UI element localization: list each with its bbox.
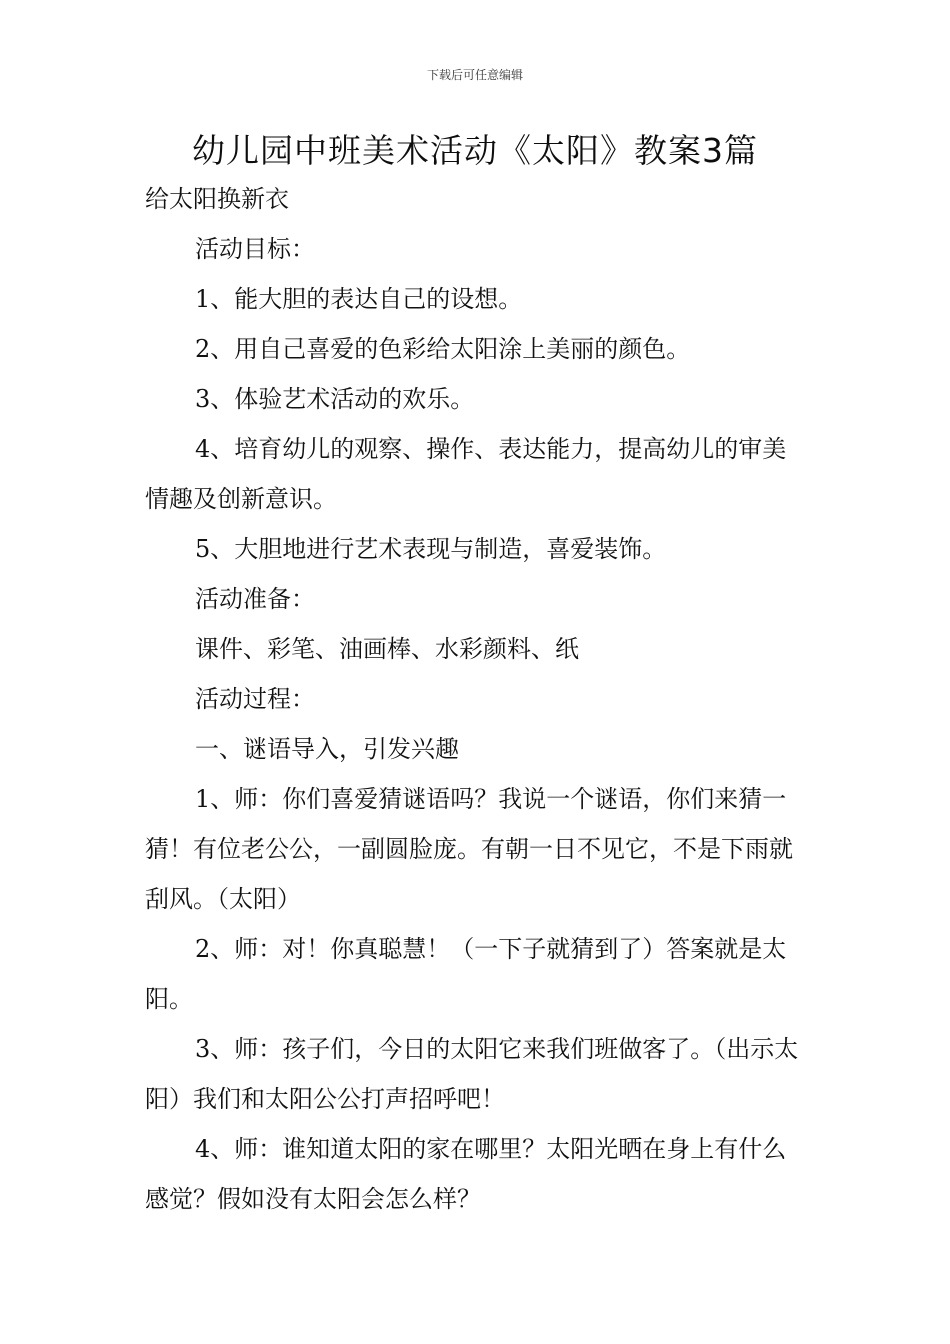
paragraph: 3、师：孩子们，今日的太阳它来我们班做客了。（出示太阳）我们和太阳公公打声招呼吧！ bbox=[145, 1035, 799, 1113]
document-title: 幼儿园中班美术活动《太阳》教案3篇 bbox=[192, 131, 758, 170]
paragraph: 活动准备： bbox=[195, 585, 315, 613]
document-body bbox=[145, 174, 810, 1224]
paragraph: 一、谜语导入，引发兴趣 bbox=[195, 735, 459, 763]
paragraph: 活动过程： bbox=[195, 685, 315, 713]
paragraph: 3、体验艺术活动的欢乐。 bbox=[195, 385, 475, 413]
paragraph: 2、师：对！你真聪慧！（一下子就猜到了）答案就是太阳。 bbox=[145, 935, 787, 1013]
header-note: 下载后可任意编辑 bbox=[426, 68, 523, 82]
paragraph: 给太阳换新衣 bbox=[145, 185, 289, 213]
paragraph: 2、用自己喜爱的色彩给太阳涂上美丽的颜色。 bbox=[195, 335, 691, 363]
paragraph: 课件、彩笔、油画棒、水彩颜料、纸 bbox=[195, 635, 579, 663]
paragraph: 1、师：你们喜爱猜谜语吗？我说一个谜语，你们来猜一猜！有位老公公，一副圆脸庞。有朝一日不见它，不是下雨就刮风。（太阳） bbox=[145, 785, 793, 913]
paragraph: 4、师：谁知道太阳的家在哪里？太阳光晒在身上有什么感觉？假如没有太阳会怎么样？ bbox=[145, 1135, 787, 1213]
paragraph: 1、能大胆的表达自己的设想。 bbox=[195, 285, 523, 313]
paragraph: 活动目标： bbox=[195, 235, 315, 263]
paragraph: 4、培育幼儿的观察、操作、表达能力，提高幼儿的审美情趣及创新意识。 bbox=[145, 435, 787, 513]
paragraph: 5、大胆地进行艺术表现与制造，喜爱装饰。 bbox=[195, 535, 667, 563]
